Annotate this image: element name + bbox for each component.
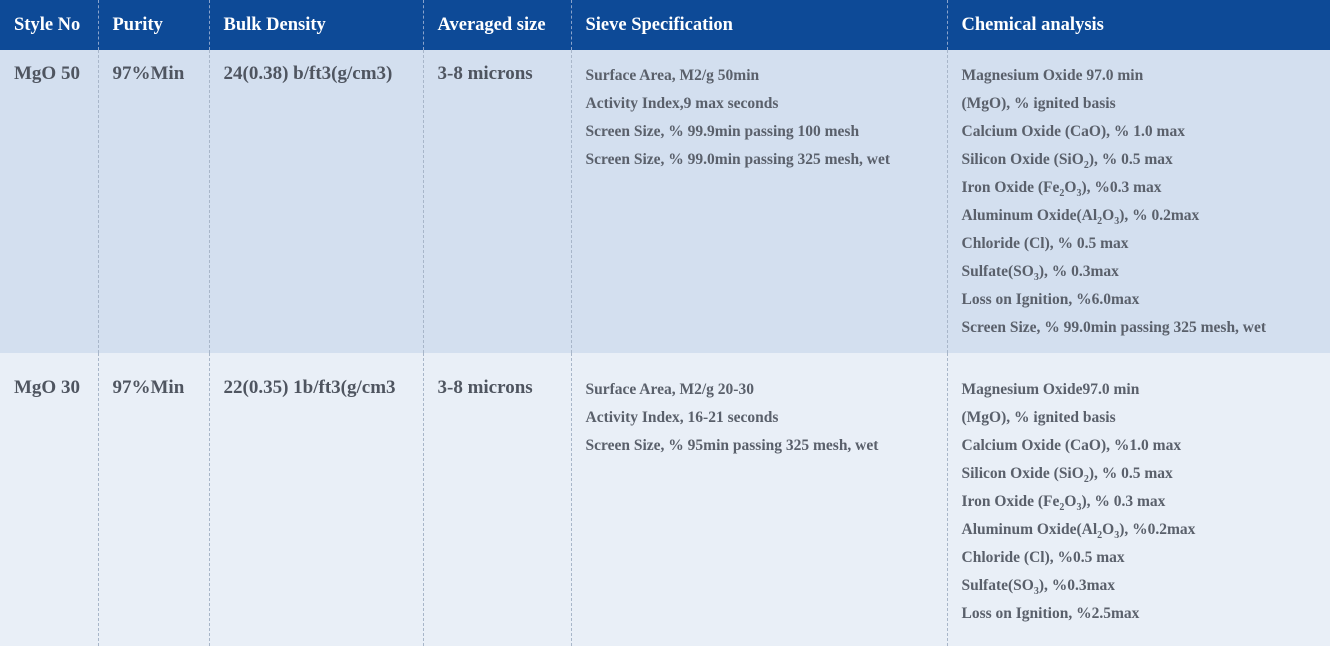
chemical-item: Magnesium Oxide 97.0 min [961,67,1144,84]
chemical-list [962,376,1330,628]
header-sieve-specification: Sieve Specification [571,0,947,50]
sieve-list [586,62,947,174]
header-bulk-density: Bulk Density [209,0,423,50]
averaged-size-cell: 3-8 microns [423,50,571,353]
sieve-item: Activity Index,9 max seconds [585,95,779,112]
chemical-item: $Sulfate(SO_3)$, % 0.3max [961,263,1119,284]
bulk-density-cell: 24(0.38) b/ft3(g/cm3) [209,50,423,353]
sieve-cell [571,50,947,353]
header-style-no: Style No [14,14,81,35]
chemical-item: Iron Oxide $(Fe_2O_3)$, %0.3 max [961,179,1162,200]
sieve-item: Screen Size, % 99.9min passing 100 mesh [585,123,860,140]
sieve-item: Activity Index, 16-21 seconds [585,409,779,426]
chemical-item: Chloride (Cl), %0.5 max [961,549,1125,566]
chemical-item: Aluminum $Oxide(Al_2O_3)$, %0.2max [961,521,1196,542]
sieve-list [586,376,947,460]
header-averaged-size: Averaged size [423,0,571,50]
chemical-item: Calcium Oxide (CaO), % 1.0 max [961,123,1185,140]
chemical-item: Silicon Oxide (SiO$_2$), % 0.5 max [961,151,1173,172]
header-purity: Purity [98,0,209,50]
chemical-item: (MgO), % ignited basis [961,95,1116,112]
style-no-cell: MgO 50 [14,63,80,84]
chemical-item: Calcium Oxide (CaO), %1.0 max [961,437,1182,454]
chemical-item: (MgO), % ignited basis [961,409,1116,426]
purity-cell: 97%Min [98,50,209,353]
chemical-item: Aluminum $Oxide(Al_2O_3)$, % 0.2max [961,207,1200,228]
sieve-item: Surface Area, M2/g 20-30 [585,381,754,398]
chemical-list [962,62,1330,342]
chemical-item: Magnesium Oxide97.0 min [961,381,1140,398]
chemical-item: $Sulfate(SO_3)$, %0.3max [961,577,1116,598]
averaged-size-cell: 3-8 microns [423,353,571,646]
chemical-item: Loss on Ignition, %6.0max [961,291,1140,308]
bulk-density-cell: 22(0.35) 1b/ft3(g/cm3 [209,353,423,646]
purity-cell: 97%Min [98,353,209,646]
chemical-item: Chloride (Cl), % 0.5 max [961,235,1129,252]
table-row [0,50,1330,353]
sieve-item: Screen Size, % 99.0min passing 325 mesh, wet [585,151,891,168]
chemical-item: Loss on Ignition, %2.5max [961,605,1140,622]
chemical-item: Iron Oxide $(Fe_2O_3)$, % 0.3 max [961,493,1166,514]
sieve-cell [571,353,947,646]
table-row [0,353,1330,646]
sieve-item: Screen Size, % 95min passing 325 mesh, wet [585,437,879,454]
sieve-item: Surface Area, M2/g 50min [585,67,760,84]
header-chemical-analysis: Chemical analysis [947,0,1330,50]
style-no-cell: MgO 30 [14,377,80,398]
chemical-cell [947,50,1330,353]
header-row [0,0,1330,50]
chemical-item: Silicon Oxide (SiO$_2$), % 0.5 max [961,465,1173,486]
chemical-item: Screen Size, % 99.0min passing 325 mesh, wet [961,319,1267,336]
chemical-cell [947,353,1330,646]
